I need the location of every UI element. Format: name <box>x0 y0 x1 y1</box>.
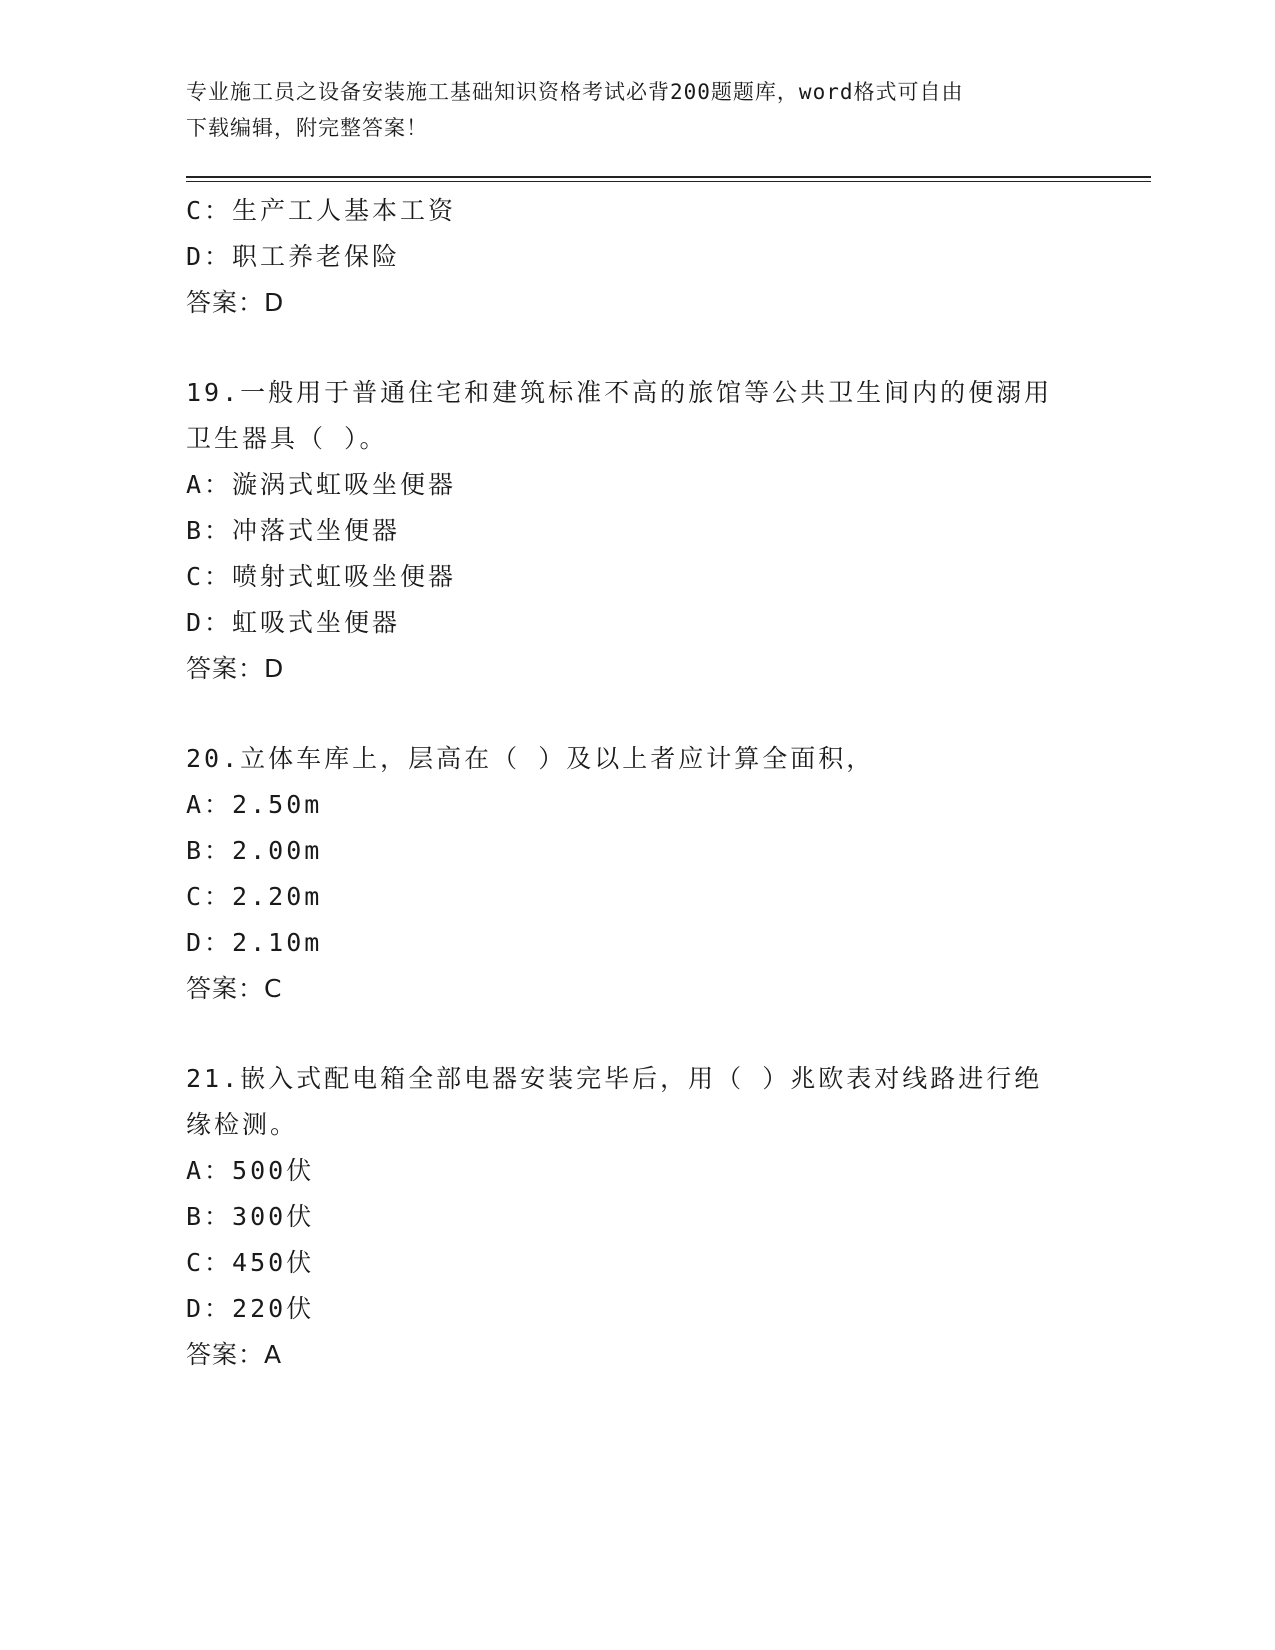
header-divider-top <box>186 176 1151 178</box>
question-19 <box>186 370 1086 692</box>
option-d: D：220伏 <box>186 1294 315 1323</box>
option-d: D：2.10m <box>186 928 323 957</box>
document-header <box>186 74 1066 146</box>
option-b: B：冲落式坐便器 <box>186 516 401 545</box>
option-a: A：500伏 <box>186 1156 315 1185</box>
header-line-2: 下载编辑，附完整答案！ <box>186 116 428 140</box>
header-divider-bottom <box>186 181 1151 182</box>
option-c: C：450伏 <box>186 1248 315 1277</box>
question-18-continued <box>186 188 1086 326</box>
option-b: B：300伏 <box>186 1202 315 1231</box>
question-stem-line-1: 19.一般用于普通住宅和建筑标准不高的旅馆等公共卫生间内的便溺用 <box>186 378 1053 407</box>
question-stem-line-1: 20.立体车库上，层高在（ ）及以上者应计算全面积， <box>186 744 875 773</box>
option-c: C：喷射式虹吸坐便器 <box>186 562 457 591</box>
answer-line: 答案：D <box>186 654 285 683</box>
option-a: A：漩涡式虹吸坐便器 <box>186 470 457 499</box>
header-line-1: 专业施工员之设备安装施工基础知识资格考试必背200题题库，word格式可自由 <box>186 80 964 104</box>
question-21 <box>186 1056 1086 1378</box>
option-c: C：2.20m <box>186 882 323 911</box>
question-stem-line-1: 21.嵌入式配电箱全部电器安装完毕后，用（ ）兆欧表对线路进行绝 <box>186 1064 1043 1093</box>
option-d: D：职工养老保险 <box>186 242 401 271</box>
option-d: D：虹吸式坐便器 <box>186 608 401 637</box>
option-b: B：2.00m <box>186 836 323 865</box>
question-20 <box>186 736 1086 1012</box>
question-list <box>186 188 1086 1422</box>
answer-line: 答案：A <box>186 1340 283 1369</box>
question-stem-line-2: 缘检测。 <box>186 1110 299 1139</box>
answer-line: 答案：D <box>186 288 285 317</box>
answer-line: 答案：C <box>186 974 283 1003</box>
option-c: C：生产工人基本工资 <box>186 196 457 225</box>
option-a: A：2.50m <box>186 790 323 819</box>
question-stem-line-2: 卫生器具（ ）。 <box>186 424 388 453</box>
